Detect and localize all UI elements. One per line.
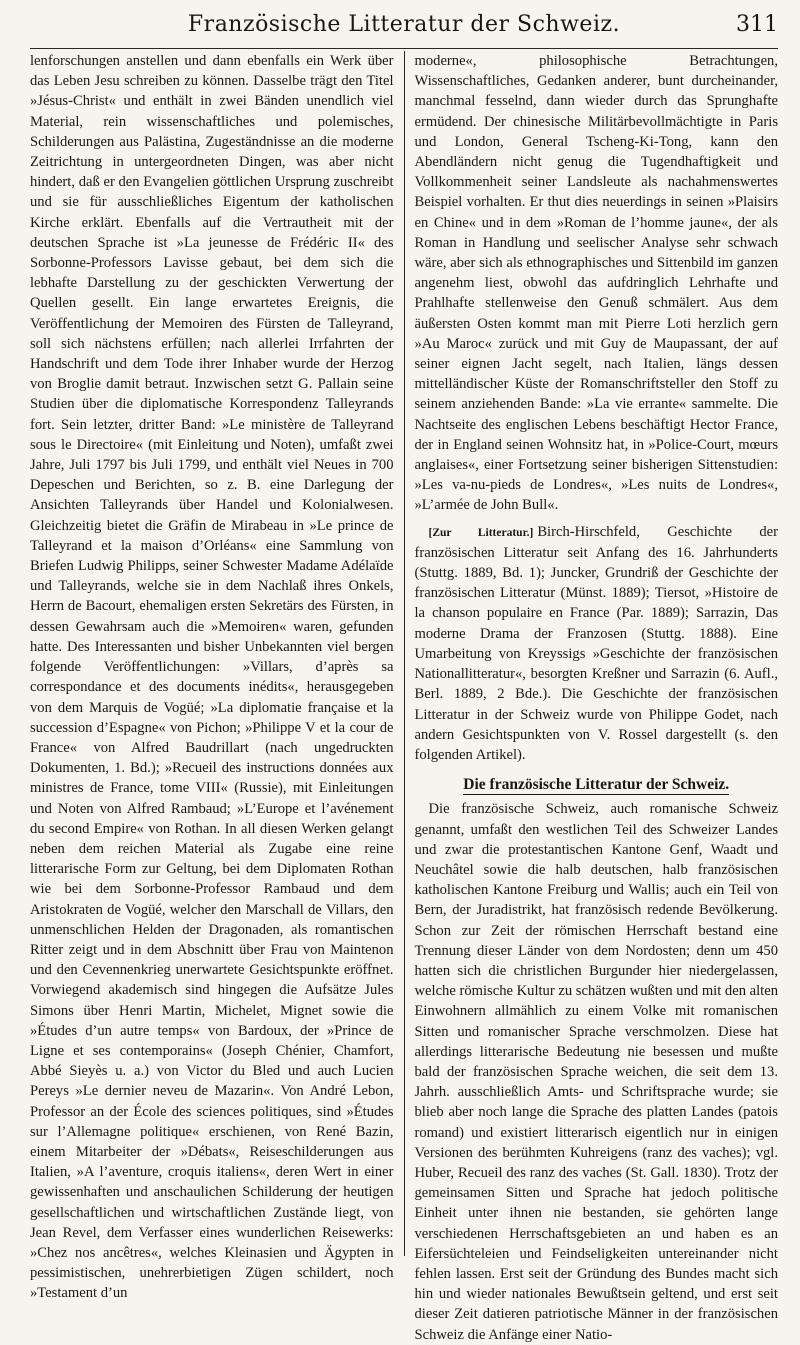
section-heading-text: Die französische Litteratur der Schweiz.	[463, 776, 730, 794]
right-paragraph-1: moderne«, philosophische Betrachtungen, Wissenschaftliches, Gedanken anderer, bunt durcheinander, manchmal fesselnd, dann wieder durch das Sprunghafte ermüdend. Der chinesische Militärbevollmächtigte in Paris und London, General Tscheng-Ki-Tong, kann den Abendländern nicht genug die Tugendhaftigkeit und Vollkommenheit seiner Landsleute als nachahmenswertes Beispiel vorhalten. Er thut dies neuerdings in seinen »Plaisirs en Chine« und in dem »Roman de l’homme jaune«, der als Roman in Handlung und seelischer Analyse sehr schwach wäre, aber sich als ethnographisches und Sittenbild im ganzen angenehm liest, obwohl das aufdringlich Lehrhafte und Prahlhafte stellenweise den Genuß schmälert. Aus dem äußersten Osten kommt man mit Pierre Loti herzlich gern »Au Maroc« zurück und mit Guy de Maupassant, der auf seiner eignen Jacht segelt, nach Italien, längs dessen mittelländischer Küste der Romanschriftsteller den Stoff zu seinem anziehenden Bande: »La vie errante« sammelte. Die Nachtseite des englischen Lebens beschäftigt Hector France, der in England seinen Wohnsitz hat, in »Police-Court, mœurs anglaises«, einer Fortsetzung seiner bisherigen Sittenstudien: »Les va-nu-pieds de Londres«, »Les nuits de Londres«, »L’armée de John Bull«.	[414, 53, 778, 514]
left-column	[30, 51, 394, 1302]
right-column	[414, 51, 779, 1343]
running-title: Französische Litteratur der Schweiz.	[187, 12, 621, 37]
section-heading	[415, 775, 779, 795]
page-number: 311	[736, 12, 778, 37]
text-columns	[30, 51, 779, 1343]
literature-note	[415, 522, 779, 765]
left-paragraph: lenforschungen anstellen und dann ebenfalls ein Werk über das Leben Jesu schreiben zu können. Dasselbe trägt den Titel »Jésus-Christ« und enthält in zwei Bänden unendlich viel Material, rein wissenschaftliches und polemisches, Schilderungen aus Palästina, Zugeständnisse an die moderne Zeitrichtung in untergeordneten Dingen, was aber nicht hindert, daß er den Evangelien göttlichen Ursprung zuschreibt und sie für ausschließliches Eigentum der katholischen Kirche erklärt. Ebenfalls auf die Vertrautheit mit der deutschen Sprache ist »La jeunesse de Frédéric II« des Sorbonne-Professors Lavisse gebaut, bei dem sich die lebhafte Darstellung zu der geschickten Verwertung der Quellen gesellt. Ein lange erwartetes Ereignis, die Veröffentlichung der Memoiren des Fürsten de Talleyrand, soll sich nächstens erfüllen; nach allerlei Irrfahrten der Handschrift und dem Tode ihrer Inhaber wurde der Herzog von Broglie damit betraut. Inzwischen setzt G. Pallain seine Studien über die diplomatische Korrespondenz Talleyrands fort. Sein letzter, dritter Band: »Le ministère de Talleyrand sous le Directoire« (mit Einleitung und Noten), umfaßt zwei Jahre, Juli 1797 bis Juli 1799, und enthält viel Neues in 700 Depeschen und Berichten, so z. B. eine Darlegung der Ansichten Talleyrands über Handel und Kolonialwesen. Gleichzeitig bietet die Gräfin de Mirabeau in »Le prince de Talleyrand et la maison d’Orléans« eine Sammlung von Briefen Ludwig Philipps, seiner Schwester Madame Adélaïde und Talleyrands, welche sie in dem Nachlaß ihres Onkels, Herrn de Bacourt, ehemaligen ersten Sekretärs des Fürsten, in dessen Gewahrsam auch die »Memoiren« waren, gefunden hatte. Des Interessanten und bisher Unbekannten viel bergen folgende Veröffentlichungen: »Villars, d’après sa correspondance et des documents inédits«, herausgegeben von dem Marquis de Vogüé; »La diplomatie française et la succession d’Espagne« von Pichon; »Philippe V et la cour de France« von Alfred Baudrillart (nach ungedruckten Dokumenten, 1. Bd.); »Recueil des instructions données aux ministres de France, tome VIII« (Russie), mit Einleitungen und Noten von Alfred Rambaud; »L’Europe et l’avénement du second Empire« von Rothan. In all diesen Werken gelangt neben dem reichen Material als Zugabe eine reine litterarische Form zur Geltung, bei dem Diplomaten Rothan wie bei dem Sorbonne-Professor Rambaud und dem Aristokraten de Vogüé, welcher den Marschall de Villars, den unmenschlichen Helden der Dragonaden, als romantischen Ritter zeigt und in dem Abschnitt über Frau von Maintenon und den Cevennenkrieg unerwartete Gesichtspunkte eröffnet. Vorwiegend akademisch sind hingegen die Aufsätze Jules Simons über Henri Martin, Michelet, Mignet sowie die »Études d’un autre temps« von Bardoux, der »Prince de Ligne et ses contemporains« (Joseph Chénier, Chamfort, Abbé Sieyès u. a.) von Victor du Bled und auch Lucien Pereys »Le dernier neveu de Mazarin«. Von André Lebon, Professor an der École des sciences politiques, sind »Études sur l’Allemagne politique« erschienen, von René Bazin, einem Mitarbeiter der »Débats«, Reiseschilderungen aus Italien, »A l’aventure, croquis italiens«, deren Wert in einer gewissenhaften und anschaulichen Schilderung der heutigen gesellschaftlichen und wirtschaftlichen Zustände liegt, von Jean Revel, dem Verfasser eines wunderlichen Reisewerks: »Chez nos ancêtres«, welches Kleinasien und Ägypten in pessimistischen, unehrerbietigen Zügen schildert, noch »Testament d’un	[30, 53, 394, 1302]
literature-text: Birch-Hirschfeld, Geschichte der französischen Litteratur seit Anfang des 16. Jahrhunderts (Stuttg. 1889, Bd. 1); Juncker, Grundriß der Geschichte der französischen Litteratur (Münst. 1889); Tiersot, »Histoire de la chanson populaire en France (Par. 1889); Sarrazin, Das moderne Drama der Franzosen (Stuttg. 1888). Eine Umarbeitung von Kreyssigs »Geschichte der französischen Nationallitteratur«, besorgten Kreßner und Sarrazin (6. Aufl., Berl. 1889, 2 Bde.). Die Geschichte der französischen Litteratur in der Schweiz wurde von Philippe Godet, nach andern Gesichtspunkten von V. Rossel dargestellt (s. den folgenden Artikel).	[414, 523, 778, 763]
running-head	[30, 10, 778, 49]
right-paragraph-2: Die französische Schweiz, auch romanische Schweiz genannt, umfaßt den westlichen Teil des Schweizer Landes und zwar die protestantischen Kantone Genf, Waadt und Neuchâtel sowie die halb deutschen, halb französischen katholischen Kantone Freiburg und Wallis; auch ein Teil von Bern, der Juradistrikt, hat französisch redende Bevölkerung. Schon zur Zeit der römischen Herrschaft bestand eine Trennung dieser Länder von dem Nordosten; denn um 450 hatten sich die christlichen Burgunder hier niedergelassen, welche römische Kultur zu schätzen wußten und mit den alten Einwohnern allmählich zu einem Volke mit romanischen Sitten und romanischer Sprache verschmolzen. Diese hat allerdings litterarische Bedeutung nie besessen und mußte bald der französischen Sprache weichen, die seit dem 13. Jahrh. ausschließlich Amts- und Schriftsprache wurde; sie blieb aber noch lange die Sprache des platten Landes (patois romand) und existiert litterarisch eigentlich nur in einigen Versionen des berühmten Kuhreigens (ranz des vaches); vgl. Huber, Recueil des ranz des vaches (St. Gall. 1830). Trotz der gemeinsamen Sitten und Sprache hat jedoch politische Einheit unter ihnen nie bestanden, sie gehörten lange verschiedenen Herrschaftsgebieten an und haben es an Eifersüchteleien und Feindseligkeiten untereinander nicht fehlen lassen. Erst seit der Gründung des Bundes macht sich hin und wieder nationales Bewußtsein geltend, und erst seit dieser Zeit datieren patriotische Männer in der französischen Schweiz die Anfänge einer Natio-	[414, 801, 779, 1343]
column-divider	[404, 51, 405, 1256]
literature-label: [Zur Litteratur.]	[428, 526, 534, 539]
